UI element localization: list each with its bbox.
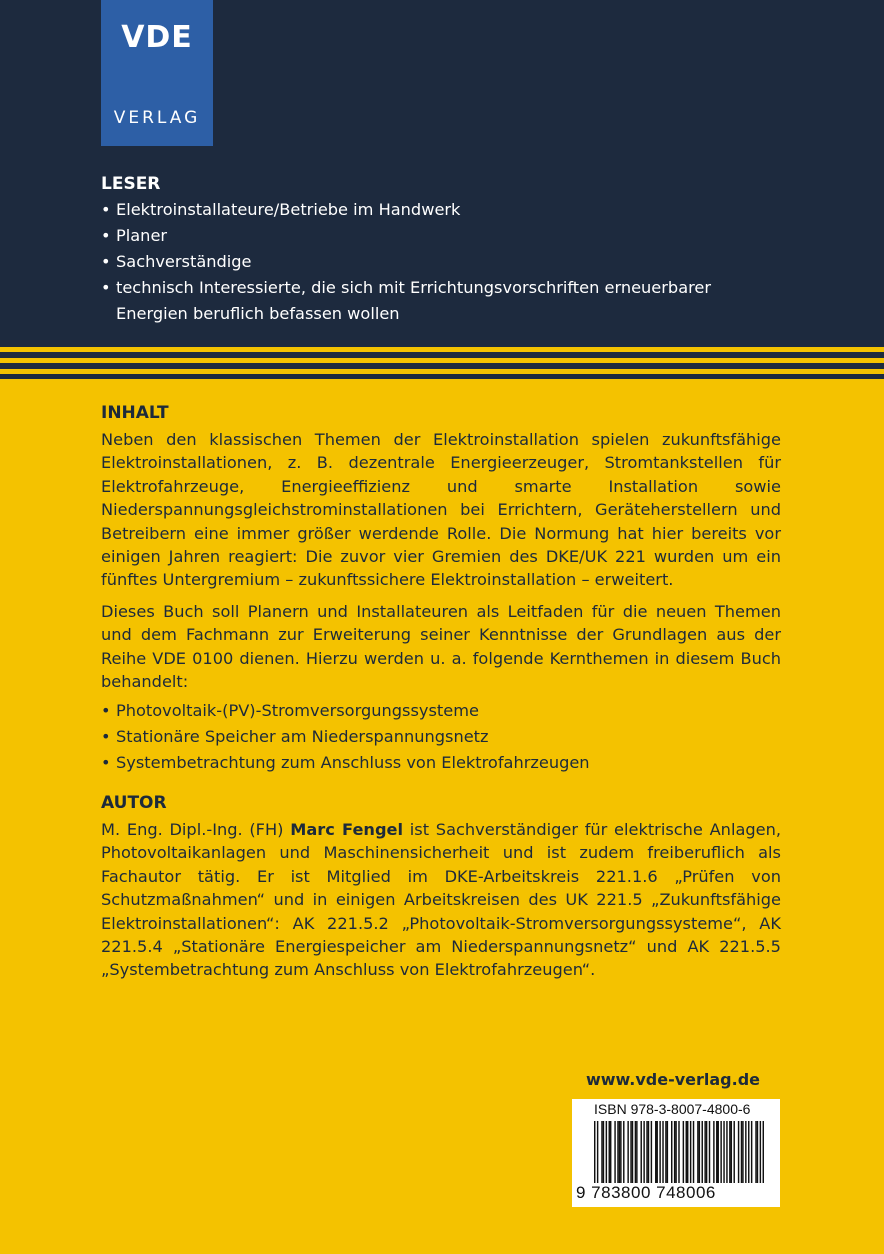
barcode-bar (687, 1121, 688, 1183)
barcode-bar (693, 1121, 694, 1183)
barcode-bar (636, 1121, 637, 1183)
barcode-bar (763, 1121, 764, 1183)
barcode-bar (741, 1121, 742, 1183)
barcode-bar (601, 1121, 602, 1183)
barcode-bar (619, 1121, 620, 1183)
barcode-bar (733, 1121, 734, 1183)
inhalt-section (101, 403, 781, 776)
list-item: • Elektroinstallateure/Betriebe im Handwerk (101, 197, 781, 223)
leser-section (101, 174, 781, 327)
author-name: Marc Fengel (290, 820, 404, 839)
stripe (0, 374, 884, 379)
barcode-bar (704, 1121, 705, 1183)
vde-verlag-logo (101, 0, 213, 146)
barcode-bar (623, 1121, 624, 1183)
barcode-bar (597, 1121, 598, 1183)
barcode-bar (683, 1121, 684, 1183)
barcode-bar (641, 1121, 642, 1183)
autor-heading: AUTOR (101, 793, 167, 813)
barcode-bar (751, 1121, 752, 1183)
barcode-bar (659, 1121, 660, 1183)
barcode-bar (606, 1121, 607, 1183)
list-item: • Stationäre Speicher am Niederspannungsnetz (101, 724, 781, 750)
barcode-bar (716, 1121, 717, 1183)
barcode-bar (738, 1121, 739, 1183)
barcode-bar (630, 1121, 631, 1183)
barcode-bar (742, 1121, 743, 1183)
barcode-bar (665, 1121, 666, 1183)
barcode-bar (655, 1121, 656, 1183)
barcode-bar (674, 1121, 675, 1183)
barcode-bar (686, 1121, 687, 1183)
barcode-bar (723, 1121, 724, 1183)
list-item: • Sachverständige (101, 249, 781, 275)
barcode-bar (635, 1121, 636, 1183)
list-item: • Planer (101, 223, 781, 249)
barcode-bar (697, 1121, 698, 1183)
barcode-bar (713, 1121, 714, 1183)
barcode-bar (726, 1121, 727, 1183)
list-item: • Systembetrachtung zum Anschluss von Elektrofahrzeugen (101, 750, 781, 776)
leser-list (101, 197, 781, 327)
website-link[interactable]: www.vde-verlag.de (585, 1070, 760, 1089)
isbn-text: ISBN 978-3-8007-4800-6 (594, 1101, 751, 1117)
barcode-bar (594, 1121, 595, 1183)
autor-paragraph (101, 818, 781, 982)
barcode-bar (609, 1121, 610, 1183)
barcode-bar (627, 1121, 628, 1183)
barcode-bar (675, 1121, 676, 1183)
barcode-bar (617, 1121, 618, 1183)
barcode-bar (614, 1121, 615, 1183)
barcode-bar (656, 1121, 657, 1183)
autor-text-before: M. Eng. Dipl.-Ing. (FH) (101, 820, 291, 839)
barcode-bar (610, 1121, 611, 1183)
inhalt-list (101, 698, 781, 776)
barcode-box (572, 1099, 780, 1207)
barcode-bar (620, 1121, 621, 1183)
barcode-bar (755, 1121, 756, 1183)
barcode-bar (745, 1121, 746, 1183)
decorative-stripes (0, 341, 884, 381)
inhalt-paragraph-1: Neben den klassischen Themen der Elektroinstallation spielen zukunftsfähige Elektroinstallationen, z. B. dezentrale Energieerzeuger, Stromtankstellen für Elektrofahrzeuge, Energieeffizienz und smarte Installation sowie Niederspannungsgleichstrominstallationen bei Errichtern, Geräteherstellern und Betreibern eine immer größer werdende Rolle. Die Normung hat hier bereits vor einigen Jahren reagiert: Die zuvor vier Gremien des DKE/UK 221 wurden um ein fünftes Untergremium – zukunftssichere Elektroinstallation – erweitert. (101, 430, 781, 590)
barcode-bar (603, 1121, 604, 1183)
autor-section (101, 793, 781, 982)
barcode-bar (690, 1121, 691, 1183)
list-item: • Photovoltaik-(PV)-Stromversorgungssysteme (101, 698, 781, 724)
inhalt-heading: INHALT (101, 403, 169, 423)
barcode-bar (671, 1121, 672, 1183)
barcode-bar (706, 1121, 707, 1183)
stripe (0, 341, 884, 347)
barcode-bar (760, 1121, 761, 1183)
barcode-bar (667, 1121, 668, 1183)
barcode-bar (651, 1121, 652, 1183)
barcode-bar (699, 1121, 700, 1183)
stripe (0, 352, 884, 358)
list-item: • technisch Interessierte, die sich mit Errichtungsvorschriften erneuerbarer Energien beruflich befassen wollen (101, 275, 781, 327)
barcode-bar (643, 1121, 644, 1183)
barcode-bar (702, 1121, 703, 1183)
barcode-bar (648, 1121, 649, 1183)
barcode-bar (720, 1121, 721, 1183)
barcode-bar (757, 1121, 758, 1183)
barcode-bar (718, 1121, 719, 1183)
leser-heading: LESER (101, 174, 161, 194)
logo-brand: VDE (121, 20, 193, 55)
barcode-bar (731, 1121, 732, 1183)
barcode-bar (678, 1121, 679, 1183)
logo-subtitle: VERLAG (113, 108, 201, 128)
barcode-bar (646, 1121, 647, 1183)
autor-text-after: ist Sachverständiger für elektrische Anlagen, Photovoltaikanlagen und Maschinensicherheit und ist zudem freiberuflich als Fachautor tätig. Er ist Mitglied im DKE-Arbeitskreis 221.1.6 „Prüfen von Schutzmaßnahmen“ und in einigen Arbeitskreisen des UK 221.5 „Zukunftsfähige Elektroinstallationen“: AK 221.5.2 „Photovoltaik-Stromversorgungssysteme“, AK 221.5.4 „Stationäre Energiespeicher am Niederspannungsnetz“ und AK 221.5.5 „Systembetrachtung zum Anschluss von Elektrofahrzeugen“. (101, 820, 781, 980)
barcode-bar (632, 1121, 633, 1183)
inhalt-paragraph-2: Dieses Buch soll Planern und Installateuren als Leitfaden für die neuen Themen und dem Fachmann zur Erweiterung seiner Kenntnisse der Grundlagen aus der Reihe VDE 0100 dienen. Hierzu werden u. a. folgende Kernthemen in diesem Buch behandelt: (101, 601, 781, 692)
barcode-digits: 9 783800 748006 (576, 1183, 716, 1202)
barcode-bar (662, 1121, 663, 1183)
stripe (0, 363, 884, 369)
barcode-bar (729, 1121, 730, 1183)
barcode-bar (709, 1121, 710, 1183)
barcode-image (594, 1121, 764, 1183)
barcode-bar (748, 1121, 749, 1183)
